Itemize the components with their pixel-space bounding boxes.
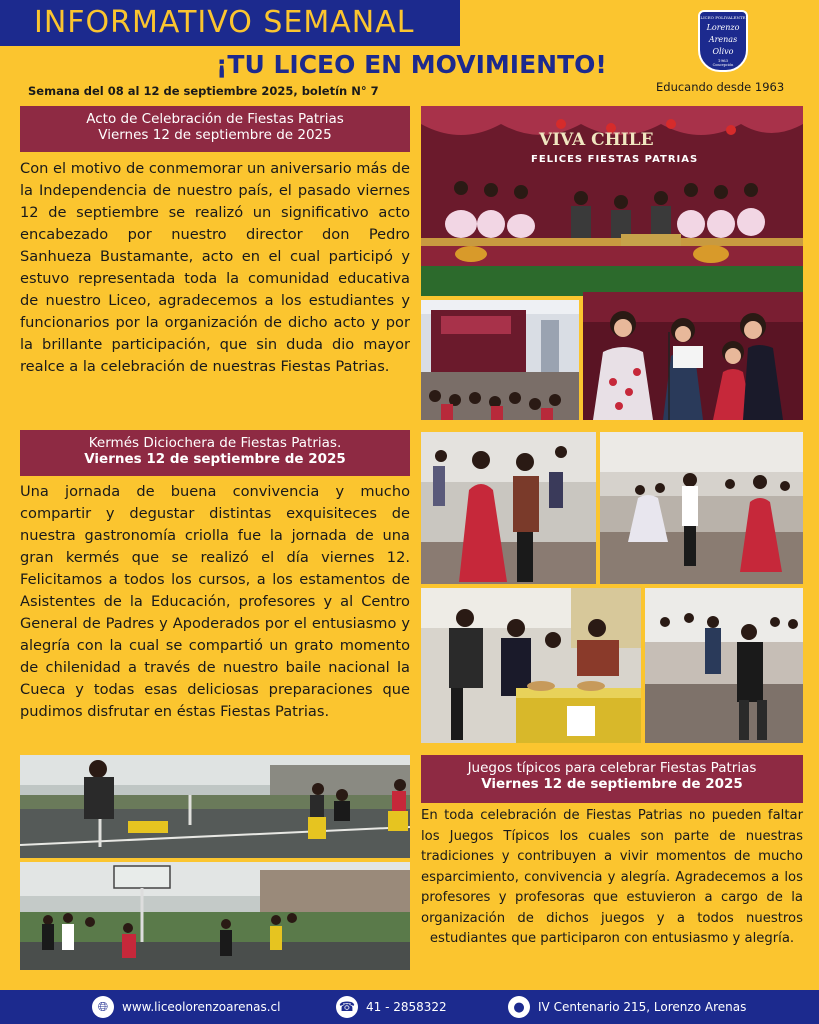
footer-website[interactable]: [92, 990, 280, 1024]
photo-singers: [583, 292, 803, 420]
photo-gym-crowd: [645, 588, 803, 743]
section-date: Viernes 12 de septiembre de 2025: [84, 451, 346, 467]
school-crest-logo: [698, 10, 748, 72]
crest-year: 1963: [717, 58, 729, 63]
headline: ¡TU LICEO EN MOVIMIENTO!: [216, 50, 607, 79]
crest-name-3: Olivo: [712, 47, 734, 56]
footer-phone[interactable]: [336, 990, 447, 1024]
section-date: Viernes 12 de septiembre de 2025: [98, 127, 332, 143]
stage-banner-text: VIVA CHILE: [539, 130, 654, 150]
section-date: Viernes 12 de septiembre de 2025: [481, 776, 743, 792]
photo-hall-wide: [421, 300, 579, 420]
section-header-juegos: [421, 755, 803, 803]
crest-name-2: Arenas: [708, 35, 738, 44]
stage-subbanner-text: FELICES FIESTAS PATRIAS: [531, 154, 699, 165]
section-body-acto: Con el motivo de conmemorar un aniversario más de la Independencia de nuestro país, el pasado viernes 12 de septiembre se realizó un significativo acto encabezado por nuestro director don Pedro Sanhueza Bustamante, acto en el cual participó y estuvo representada toda la comunidad educativa de nuestro Liceo, agradecemos a los estudiantes y funcionarios por la organización de dicho acto y por la brillante participación, que sin duda dio mayor realce a la celebración de nuestras Fiestas Patrias.: [20, 160, 410, 375]
phone-icon: ☎: [336, 996, 358, 1018]
section-title: Juegos típicos para celebrar Fiestas Patrias: [467, 760, 757, 776]
photo-stage-performance: [421, 106, 803, 296]
phone-text: 41 - 2858322: [366, 1000, 447, 1014]
newsletter-banner: INFORMATIVO SEMANAL: [0, 0, 460, 46]
section-header-acto: [20, 106, 410, 152]
section-header-kermes: [20, 430, 410, 476]
crest-name-1: Lorenzo: [706, 23, 740, 32]
crest-top-text: LICEO POLIVALENTE: [700, 15, 746, 20]
school-motto: Educando desde 1963: [656, 80, 785, 94]
footer-address: [508, 990, 746, 1024]
photo-gym-dance: [600, 432, 803, 584]
photo-cueca-dancers: [421, 432, 596, 584]
section-title: Acto de Celebración de Fiestas Patrias: [86, 111, 344, 127]
photo-food-table: [421, 588, 641, 743]
photo-field-games: [20, 862, 410, 970]
crest-city: Concepción: [712, 63, 734, 67]
globe-icon: 🌐︎: [92, 996, 114, 1018]
week-label: Semana del 08 al 12 de septiembre 2025, boletín N° 7: [28, 84, 379, 98]
location-pin-icon: ●: [508, 996, 530, 1018]
section-body-juegos: En toda celebración de Fiestas Patrias no pueden faltar los Juegos Típicos los cuales son parte de nuestras tradiciones y contribuyen a vivir momentos de mucho esparcimiento, convivencia y alegría. Agradecemos a los profesores y profesoras que estuvieron a cargo de la organización de dichos juegos y a todos nuestros estudiantes que participaron con entusiasmo y alegría.: [421, 808, 803, 946]
section-body-kermes: Una jornada de buena convivencia y mucho compartir y degustar distintas exquisiteces de nuestra gastronomía criolla fue la jornada de una gran kermés que se realizó el día viernes 12. Felicitamos a todos los cursos, a los estamentos de Asistentes de la Educación, profesores y al Centro General de Padres y Apoderados por el entusiasmo y alegría con la cual se compartió un grato momento de chilenidad a través de nuestro baile nacional la Cueca y todas esas deliciosas preparaciones que pudimos disfrutar en éstas Fiestas Patrias.: [20, 483, 410, 720]
address-text: IV Centenario 215, Lorenzo Arenas: [538, 1000, 747, 1014]
section-title: Kermés Diciochera de Fiestas Patrias.: [88, 435, 342, 451]
photo-sack-race: [20, 755, 410, 858]
footer-bar: [0, 990, 819, 1024]
website-text: www.liceolorenzoarenas.cl: [122, 1000, 281, 1014]
